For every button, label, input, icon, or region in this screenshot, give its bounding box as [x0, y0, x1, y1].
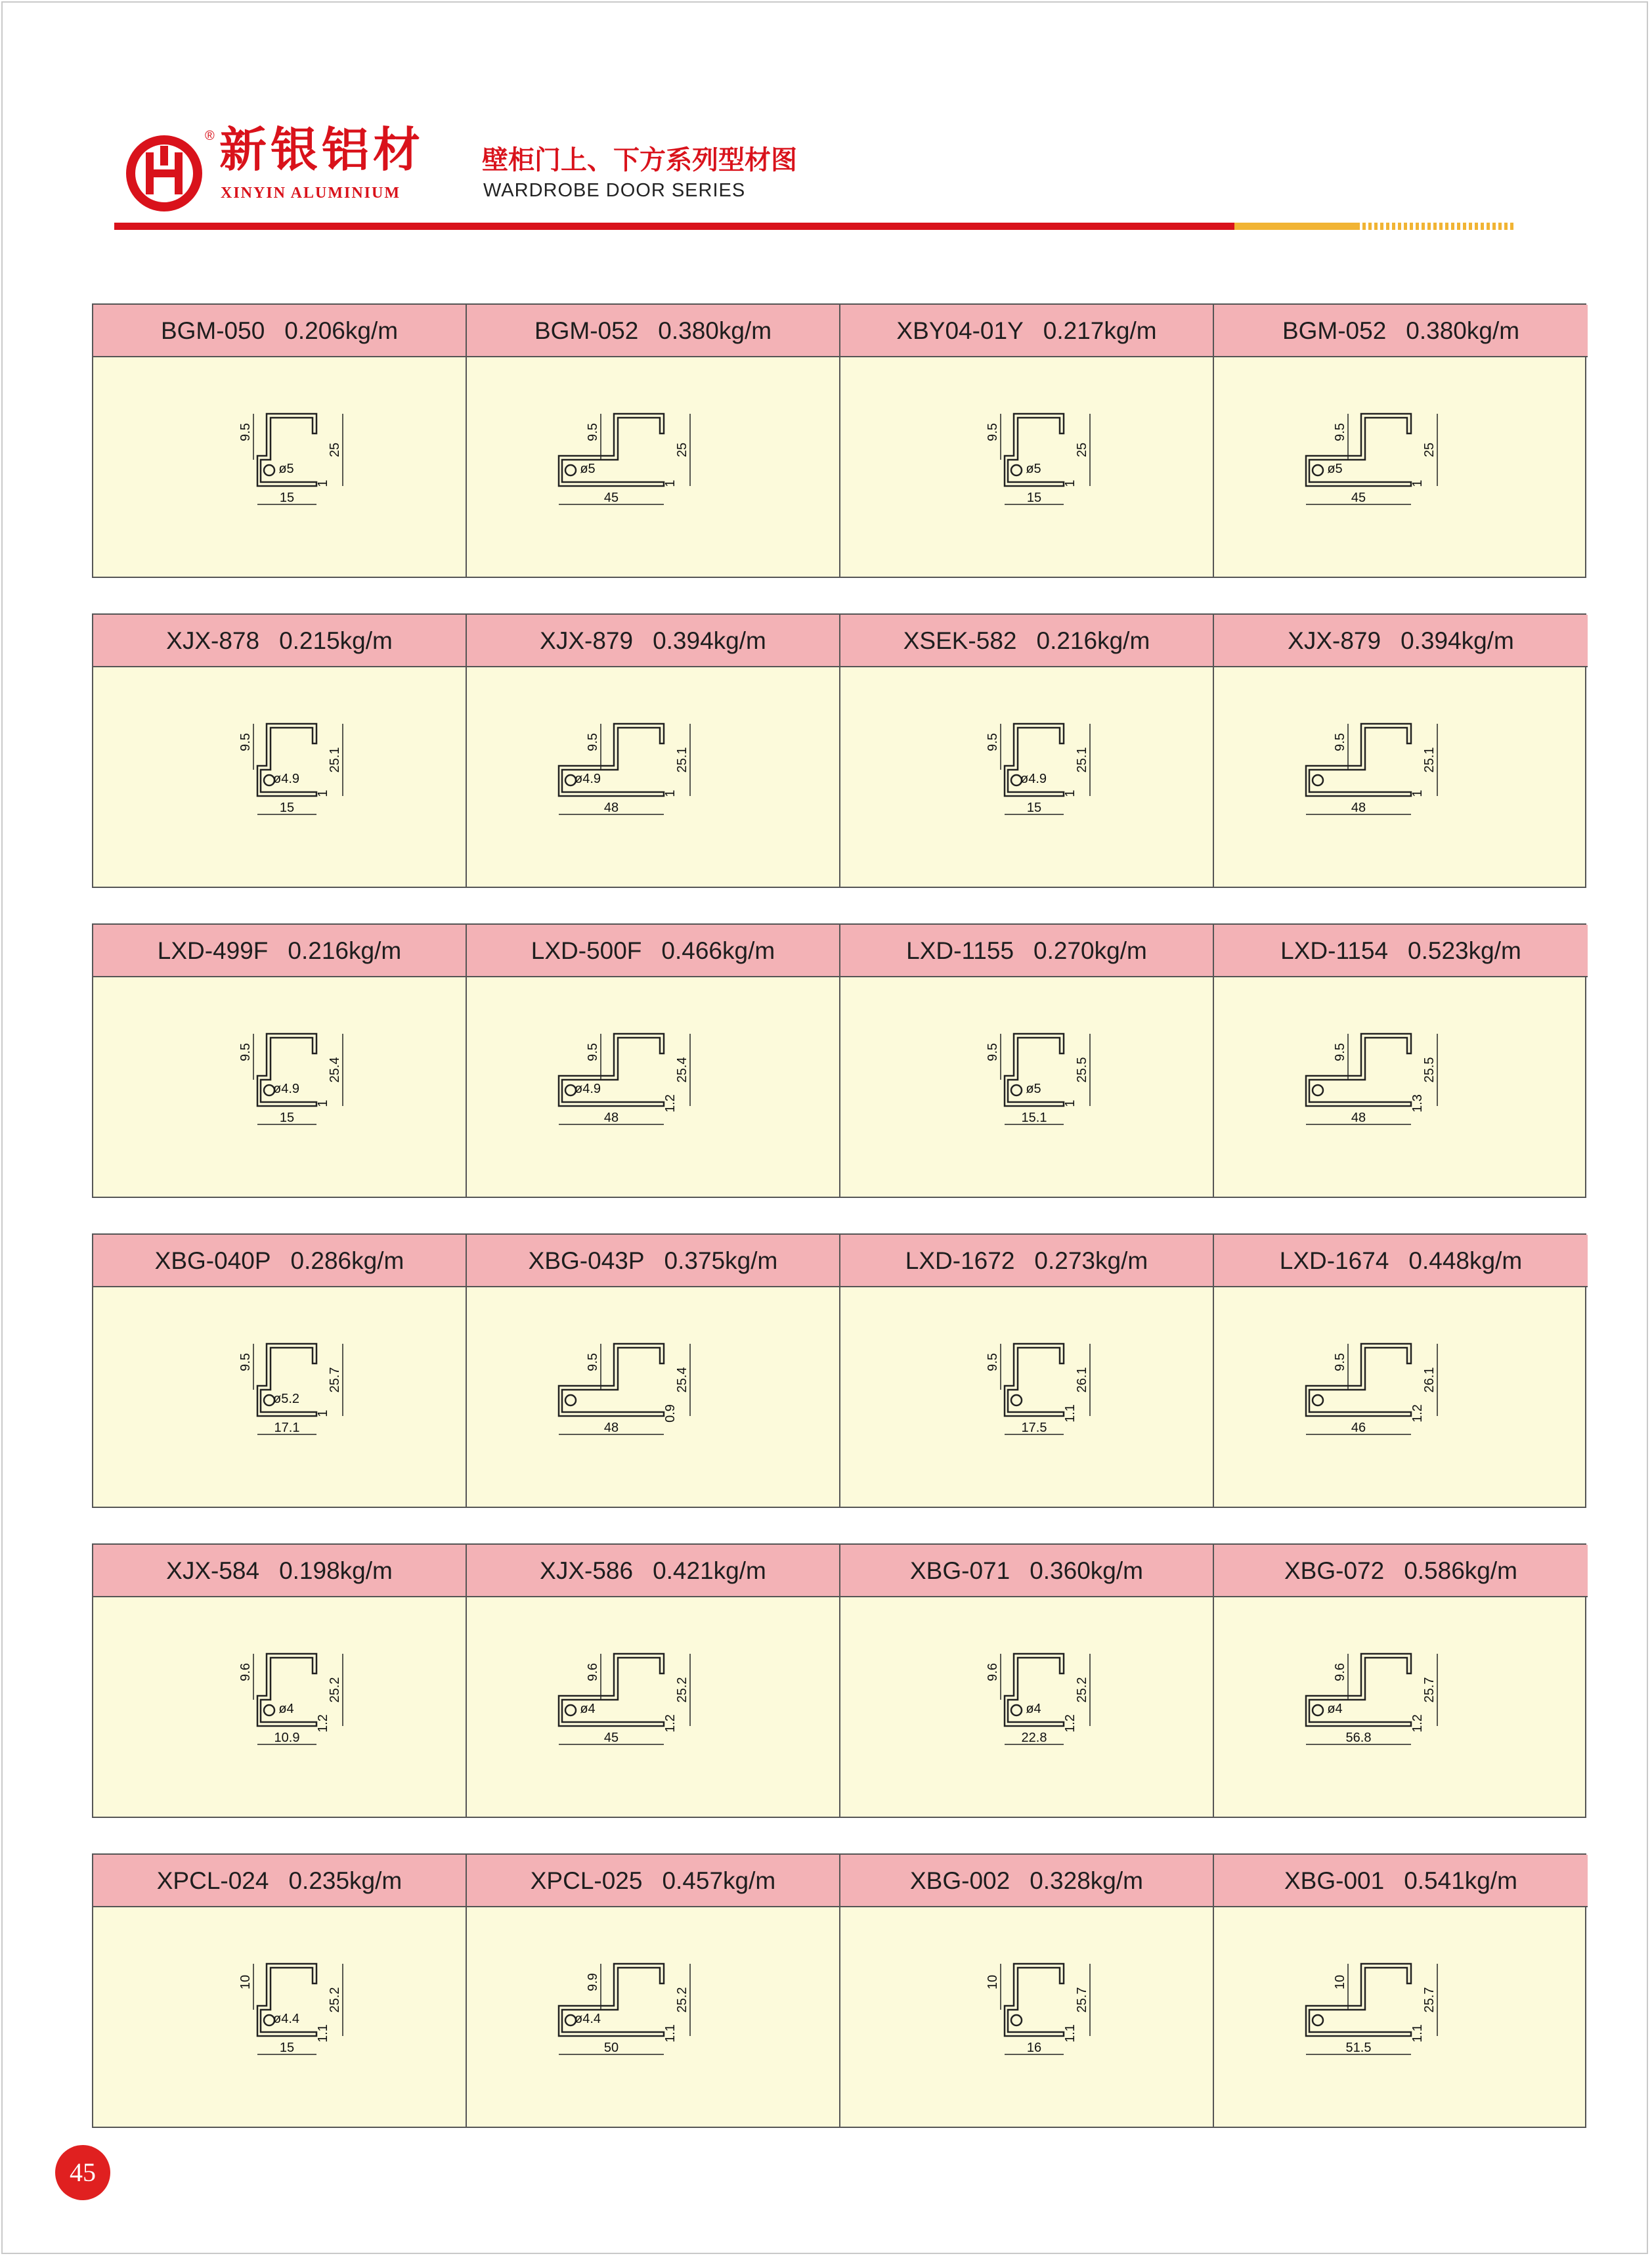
profile-weight: 0.215kg/m [279, 627, 393, 654]
dim-base-label: 0.9 [663, 1404, 678, 1423]
profile-code: XJX-878 [166, 627, 260, 654]
dim-width-label: 15 [279, 801, 295, 815]
profile-drawing-area [840, 357, 1213, 577]
page-title-en: WARDROBE DOOR SERIES [483, 180, 746, 201]
profile-drawing-area [93, 1287, 466, 1507]
profile-drawing-area [1214, 1597, 1588, 1817]
dim-base-label: 1 [1063, 789, 1077, 797]
dim-hole-label: ø5.2 [272, 1392, 300, 1406]
dim-base-label: 1.1 [1063, 2024, 1077, 2043]
dim-top-label: 9.5 [586, 1043, 600, 1061]
dim-width-label: 17.5 [1021, 1421, 1047, 1435]
dim-height-label: 25.4 [328, 1057, 342, 1083]
profile-drawing-area [93, 977, 466, 1197]
profile-cross-section-drawing [952, 1627, 1129, 1785]
profile-weight: 0.394kg/m [1401, 627, 1514, 654]
profile-cross-section-drawing [952, 387, 1129, 545]
dim-width-label: 48 [603, 1111, 619, 1125]
profile-header [1214, 1545, 1588, 1597]
screw-hole-icon [565, 465, 576, 476]
dim-height-label: 25.2 [328, 1987, 342, 2013]
profile-cross-section-drawing [1299, 697, 1477, 855]
profile-weight: 0.380kg/m [1406, 317, 1520, 344]
profile-cross-section-drawing [952, 1007, 1129, 1165]
screw-hole-icon [1313, 1085, 1323, 1096]
profile-cross-section-drawing [552, 387, 729, 545]
profile-cross-section-drawing [552, 1007, 729, 1165]
profile-weight: 0.394kg/m [653, 627, 766, 654]
profile-cell [93, 1545, 467, 1817]
profile-header [467, 1235, 839, 1287]
dim-height-label: 25.1 [1075, 747, 1089, 773]
profile-drawing-area [1214, 977, 1588, 1197]
profile-code: XBG-043P [528, 1247, 645, 1274]
dim-width-label: 45 [603, 1731, 619, 1745]
dim-top-label: 9.5 [1333, 1043, 1347, 1061]
dim-top-label: 9.5 [1333, 423, 1347, 441]
dim-width-label: 17.1 [274, 1421, 300, 1435]
dim-width-label: 15 [279, 2041, 295, 2055]
profile-code: LXD-1154 [1280, 937, 1389, 964]
profile-header [93, 925, 466, 977]
page-title-cn: 壁柜门上、下方系列型材图 [482, 145, 797, 175]
screw-hole-icon [1011, 1705, 1022, 1716]
screw-hole-icon [1313, 775, 1323, 786]
profile-header [840, 305, 1213, 357]
dim-hole-label: ø4.9 [1020, 772, 1047, 786]
dim-top-label: 9.5 [238, 423, 253, 441]
profile-cell [1214, 615, 1588, 887]
profile-weight: 0.523kg/m [1408, 937, 1521, 964]
profile-code: XBG-001 [1284, 1867, 1385, 1894]
profile-cross-section-drawing [552, 1937, 729, 2095]
profile-cell [1214, 1545, 1588, 1817]
profile-header [840, 1235, 1213, 1287]
dim-hole-label: ø5 [580, 462, 596, 476]
profile-code: XSEK-582 [903, 627, 1017, 654]
profile-header [1214, 925, 1588, 977]
profile-cell [467, 1235, 840, 1507]
dim-base-label: 1 [663, 789, 678, 797]
profile-cell [840, 305, 1214, 577]
dim-base-label: 1.1 [663, 2024, 678, 2043]
dim-width-label: 15 [279, 1111, 295, 1125]
profile-cross-section-drawing [552, 1627, 729, 1785]
profile-code: LXD-499F [157, 937, 269, 964]
dim-top-label: 9.6 [586, 1663, 600, 1681]
dim-base-label: 1 [663, 479, 678, 487]
profile-outline [1306, 1964, 1411, 2036]
profile-header [467, 305, 839, 357]
profile-cell [93, 1855, 467, 2127]
dim-hole-label: ø4.4 [272, 2012, 300, 2026]
profile-weight: 0.286kg/m [290, 1247, 404, 1274]
profile-row [92, 923, 1586, 1198]
dim-base-label: 1 [316, 1099, 330, 1107]
page-number: 45 [55, 2145, 110, 2200]
dim-width-label: 56.8 [1345, 1731, 1372, 1745]
profile-cross-section-drawing [1299, 387, 1477, 545]
screw-hole-icon [1313, 1395, 1323, 1406]
profile-code: BGM-050 [160, 317, 265, 344]
profile-cross-section-drawing [205, 1627, 382, 1785]
dim-hole-label: ø5 [1327, 462, 1343, 476]
profile-weight: 0.206kg/m [284, 317, 399, 344]
dim-height-label: 25.2 [675, 1987, 689, 2013]
profile-code: XBG-040P [154, 1247, 271, 1274]
profile-drawing-area [840, 667, 1213, 887]
dim-height-label: 25 [1075, 442, 1089, 458]
profile-cross-section-drawing [1299, 1007, 1477, 1165]
profile-weight: 0.273kg/m [1034, 1247, 1148, 1274]
profile-drawing-area [840, 1287, 1213, 1507]
profile-header [467, 615, 839, 667]
profile-header [93, 1235, 466, 1287]
profile-header [1214, 305, 1588, 357]
profile-code: LXD-1672 [905, 1247, 1015, 1274]
screw-hole-icon [1313, 465, 1323, 476]
profile-drawing-area [467, 977, 839, 1197]
screw-hole-icon [1313, 1705, 1323, 1716]
profile-code: LXD-1674 [1279, 1247, 1389, 1274]
screw-hole-icon [1011, 1085, 1022, 1096]
dim-height-label: 25.2 [328, 1677, 342, 1703]
dim-top-label: 9.5 [986, 733, 1000, 751]
dim-height-label: 25.7 [1422, 1987, 1437, 2013]
profile-header [467, 1855, 839, 1907]
dim-base-label: 1 [1410, 479, 1425, 487]
profile-header [93, 615, 466, 667]
dim-base-label: 1 [1410, 789, 1425, 797]
dim-base-label: 1 [316, 1409, 330, 1417]
profile-header [467, 925, 839, 977]
profile-drawing-area [467, 667, 839, 887]
screw-hole-icon [565, 1705, 576, 1716]
profile-weight: 0.198kg/m [279, 1557, 393, 1584]
dim-width-label: 48 [603, 801, 619, 815]
dim-height-label: 25.1 [328, 747, 342, 773]
profile-weight: 0.270kg/m [1033, 937, 1147, 964]
dim-top-label: 9.5 [986, 1043, 1000, 1061]
dim-base-label: 1.3 [1410, 1094, 1425, 1113]
dim-width-label: 48 [603, 1421, 619, 1435]
dim-top-label: 9.6 [986, 1663, 1000, 1681]
dim-top-label: 9.5 [586, 423, 600, 441]
profile-code: XBG-072 [1284, 1557, 1385, 1584]
dim-height-label: 25.7 [328, 1367, 342, 1393]
profile-code: LXD-1155 [906, 937, 1014, 964]
profile-weight: 0.466kg/m [661, 937, 775, 964]
dim-width-label: 10.9 [274, 1731, 300, 1745]
profile-drawing-area [1214, 667, 1588, 887]
profile-outline [559, 1654, 664, 1726]
dim-height-label: 25.2 [1075, 1677, 1089, 1703]
dim-base-label: 1.2 [316, 1714, 330, 1733]
profile-cell [93, 925, 467, 1197]
dim-top-label: 10 [238, 1974, 253, 1990]
screw-hole-icon [1011, 465, 1022, 476]
dim-base-label: 1 [316, 789, 330, 797]
profile-code: BGM-052 [1282, 317, 1387, 344]
dim-height-label: 25.2 [675, 1677, 689, 1703]
profile-cross-section-drawing [1299, 1627, 1477, 1785]
profile-drawing-area [840, 1597, 1213, 1817]
dim-top-label: 9.5 [1333, 733, 1347, 751]
dim-height-label: 25.5 [1075, 1057, 1089, 1083]
dim-height-label: 26.1 [1422, 1367, 1437, 1393]
dim-top-label: 9.5 [986, 423, 1000, 441]
profile-header [1214, 615, 1588, 667]
profile-header [840, 925, 1213, 977]
dim-height-label: 25 [328, 442, 342, 458]
profile-weight: 0.541kg/m [1404, 1867, 1517, 1894]
dim-width-label: 48 [1351, 801, 1366, 815]
profile-cell [840, 1855, 1214, 2127]
profile-outline [559, 1344, 664, 1416]
dim-hole-label: ø5 [278, 462, 294, 476]
profile-drawing-area [1214, 1287, 1588, 1507]
profile-weight: 0.586kg/m [1404, 1557, 1517, 1584]
registered-mark: ® [205, 129, 215, 143]
header-rule-yellow [1234, 223, 1357, 230]
screw-hole-icon [1011, 2015, 1022, 2026]
dim-height-label: 25.4 [675, 1057, 689, 1083]
profile-cross-section-drawing [1299, 1937, 1477, 2095]
profile-cross-section-drawing [952, 697, 1129, 855]
dim-height-label: 25.7 [1075, 1987, 1089, 2013]
dim-top-label: 9.5 [238, 733, 253, 751]
profile-drawing-area [93, 1907, 466, 2127]
screw-hole-icon [565, 1395, 576, 1406]
dim-top-label: 9.5 [586, 733, 600, 751]
screw-hole-icon [264, 1705, 274, 1716]
profile-code: XJX-586 [540, 1557, 634, 1584]
brand-name-cn: 新银铝材 [219, 122, 425, 177]
profile-cross-section-drawing [205, 1937, 382, 2095]
profile-drawing-area [1214, 357, 1588, 577]
dim-base-label: 1 [1063, 1099, 1077, 1107]
dim-top-label: 9.5 [586, 1353, 600, 1371]
profile-weight: 0.216kg/m [1036, 627, 1150, 654]
profile-cell [840, 1545, 1214, 1817]
profile-cell [93, 305, 467, 577]
profile-row [92, 1853, 1586, 2128]
profile-cell [840, 925, 1214, 1197]
dim-height-label: 25.1 [1422, 747, 1437, 773]
dim-top-label: 9.6 [238, 1663, 253, 1681]
profile-cross-section-drawing [952, 1317, 1129, 1475]
profile-code: XPCL-024 [156, 1867, 269, 1894]
profile-weight: 0.328kg/m [1030, 1867, 1143, 1894]
dim-base-label: 1.1 [1410, 2024, 1425, 2043]
profile-cross-section-drawing [205, 697, 382, 855]
profile-header [467, 1545, 839, 1597]
profile-code: XBG-071 [910, 1557, 1011, 1584]
profile-cross-section-drawing [1299, 1317, 1477, 1475]
profile-cross-section-drawing [205, 1007, 382, 1165]
screw-hole-icon [264, 465, 274, 476]
dim-width-label: 16 [1026, 2041, 1042, 2055]
profile-header [93, 1545, 466, 1597]
profile-code: XJX-584 [166, 1557, 260, 1584]
profile-cell [1214, 1855, 1588, 2127]
dim-width-label: 15 [1026, 491, 1042, 505]
dim-width-label: 15 [1026, 801, 1042, 815]
profile-cross-section-drawing [205, 387, 382, 545]
profile-drawing-area [467, 1287, 839, 1507]
profile-drawing-area [840, 1907, 1213, 2127]
dim-height-label: 25 [675, 442, 689, 458]
profile-outline [559, 414, 664, 486]
dim-height-label: 25.7 [1422, 1677, 1437, 1703]
dim-top-label: 9.9 [586, 1973, 600, 1991]
profile-weight: 0.217kg/m [1043, 317, 1157, 344]
profile-drawing-area [467, 1597, 839, 1817]
profile-weight: 0.457kg/m [662, 1867, 776, 1894]
profile-cross-section-drawing [952, 1937, 1129, 2095]
profile-cell [1214, 1235, 1588, 1507]
dim-hole-label: ø5 [1026, 462, 1041, 476]
profile-outline [1306, 1344, 1411, 1416]
profile-cell [467, 1855, 840, 2127]
screw-hole-icon [1011, 1395, 1022, 1406]
profile-header [93, 1855, 466, 1907]
profile-cell [93, 1235, 467, 1507]
dim-top-label: 9.5 [986, 1353, 1000, 1371]
profile-weight: 0.235kg/m [288, 1867, 402, 1894]
profile-weight: 0.448kg/m [1408, 1247, 1523, 1274]
dim-base-label: 1.2 [1410, 1404, 1425, 1423]
profile-drawing-area [467, 1907, 839, 2127]
profile-code: XJX-879 [1288, 627, 1381, 654]
dim-top-label: 9.6 [1333, 1663, 1347, 1681]
profile-drawing-area [467, 357, 839, 577]
dim-height-label: 26.1 [1075, 1367, 1089, 1393]
xinyin-logo-icon [123, 133, 205, 214]
dim-hole-label: ø4.9 [574, 1082, 601, 1096]
profile-cross-section-drawing [205, 1317, 382, 1475]
dim-hole-label: ø4.9 [574, 772, 601, 786]
profile-outline [1306, 1654, 1411, 1726]
dim-width-label: 51.5 [1345, 2041, 1372, 2055]
dim-hole-label: ø4 [580, 1702, 596, 1716]
profile-weight: 0.360kg/m [1030, 1557, 1143, 1584]
dim-base-label: 1.2 [663, 1094, 678, 1113]
profile-code: XJX-879 [540, 627, 634, 654]
profile-row [92, 1233, 1586, 1508]
dim-base-label: 1 [1063, 479, 1077, 487]
profile-code: XPCL-025 [530, 1867, 643, 1894]
dim-base-label: 1.2 [663, 1714, 678, 1733]
dim-base-label: 1.2 [1410, 1714, 1425, 1733]
profile-drawing-area [93, 357, 466, 577]
dim-width-label: 15.1 [1021, 1111, 1047, 1125]
profile-outline [1306, 724, 1411, 796]
profile-cross-section-drawing [552, 697, 729, 855]
profile-code: BGM-052 [534, 317, 639, 344]
dim-height-label: 25.1 [675, 747, 689, 773]
profile-header [840, 1545, 1213, 1597]
profile-cell [467, 925, 840, 1197]
profile-cell [1214, 925, 1588, 1197]
profile-cell [840, 1235, 1214, 1507]
dim-width-label: 15 [279, 491, 295, 505]
dim-hole-label: ø5 [1026, 1082, 1041, 1096]
dim-base-label: 1.1 [316, 2024, 330, 2043]
header-rule-red [114, 223, 1234, 230]
dim-base-label: 1.2 [1063, 1714, 1077, 1733]
dim-top-label: 9.5 [1333, 1353, 1347, 1371]
dim-top-label: 9.5 [238, 1043, 253, 1061]
dim-width-label: 46 [1351, 1421, 1366, 1435]
profile-cross-section-drawing [552, 1317, 729, 1475]
profile-cell [840, 615, 1214, 887]
dim-base-label: 1 [316, 479, 330, 487]
profile-row [92, 613, 1586, 888]
profile-code: XBY04-01Y [896, 317, 1024, 344]
profile-weight: 0.216kg/m [288, 937, 402, 964]
dim-width-label: 48 [1351, 1111, 1366, 1125]
profile-drawing-area [840, 977, 1213, 1197]
dim-hole-label: ø4.9 [272, 772, 300, 786]
dim-height-label: 25 [1422, 442, 1437, 458]
dim-top-label: 9.5 [238, 1353, 253, 1371]
profile-cell [93, 615, 467, 887]
dim-height-label: 25.5 [1422, 1057, 1437, 1083]
profile-row [92, 303, 1586, 578]
profile-weight: 0.380kg/m [658, 317, 772, 344]
dim-hole-label: ø4 [1327, 1702, 1343, 1716]
profile-outline [1306, 414, 1411, 486]
profile-outline [1306, 1034, 1411, 1106]
profile-drawing-area [93, 667, 466, 887]
dim-hole-label: ø4.4 [574, 2012, 601, 2026]
profile-drawing-area [1214, 1907, 1588, 2127]
profile-code: LXD-500F [531, 937, 642, 964]
dim-height-label: 25.4 [675, 1367, 689, 1393]
profile-weight: 0.375kg/m [664, 1247, 778, 1274]
profile-header [840, 615, 1213, 667]
profile-cell [1214, 305, 1588, 577]
dim-hole-label: ø4 [1026, 1702, 1041, 1716]
profile-header [1214, 1235, 1588, 1287]
profile-header [1214, 1855, 1588, 1907]
profile-drawing-area [93, 1597, 466, 1817]
profile-weight: 0.421kg/m [653, 1557, 766, 1584]
dim-width-label: 50 [603, 2041, 619, 2055]
dim-hole-label: ø4.9 [272, 1082, 300, 1096]
profile-row [92, 1543, 1586, 1818]
dim-width-label: 45 [1351, 491, 1366, 505]
profile-cell [467, 305, 840, 577]
profile-header [93, 305, 466, 357]
profile-cell [467, 1545, 840, 1817]
dim-width-label: 22.8 [1021, 1731, 1047, 1745]
dim-width-label: 45 [603, 491, 619, 505]
dim-top-label: 10 [986, 1974, 1000, 1990]
brand-name-en: XINYIN ALUMINIUM [221, 185, 401, 202]
profile-header [840, 1855, 1213, 1907]
profile-code: XBG-002 [910, 1867, 1011, 1894]
profile-cell [467, 615, 840, 887]
dim-top-label: 10 [1333, 1974, 1347, 1990]
dim-hole-label: ø4 [278, 1702, 294, 1716]
dim-base-label: 1.1 [1063, 1404, 1077, 1423]
screw-hole-icon [1313, 2015, 1323, 2026]
header-rule-dotted [1357, 223, 1514, 230]
